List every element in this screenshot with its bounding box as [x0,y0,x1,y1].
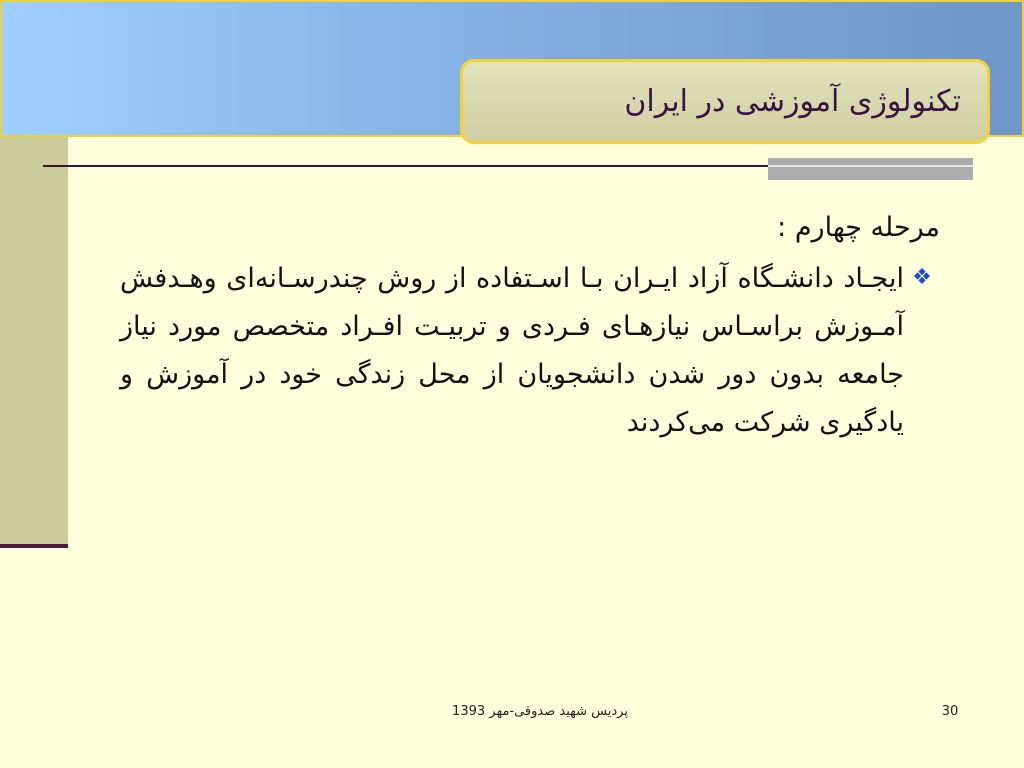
stage-heading: مرحله چهارم : [777,212,940,243]
bullet-item [120,255,940,447]
decorative-grey-bar [768,158,973,180]
slide-content [120,205,940,447]
left-accent-bar [0,137,68,547]
page-number: 30 [941,704,959,719]
left-accent-line [0,544,68,548]
footer-text: پردیس شهید صدوقی-مهر 1393 [452,704,628,719]
bullet-text: ایجـاد دانشـگاه آزاد ایـران بـا اسـتفاده از روش چندرسـانه‌ای وهـدفش آمـوزش براسـاس نیازهـای فـردی و تربیـت افـراد متخصص مورد نیاز جامعه بدون دور شدن دانشجویان از محل زندگی خود در آموزش و یادگیری شرکت می‌کردند [120,263,904,438]
four-diamond-bullet-icon: ❖ [912,265,932,290]
slide-title: تکنولوژی آموزشی در ایران [624,84,961,119]
title-box [460,59,990,144]
